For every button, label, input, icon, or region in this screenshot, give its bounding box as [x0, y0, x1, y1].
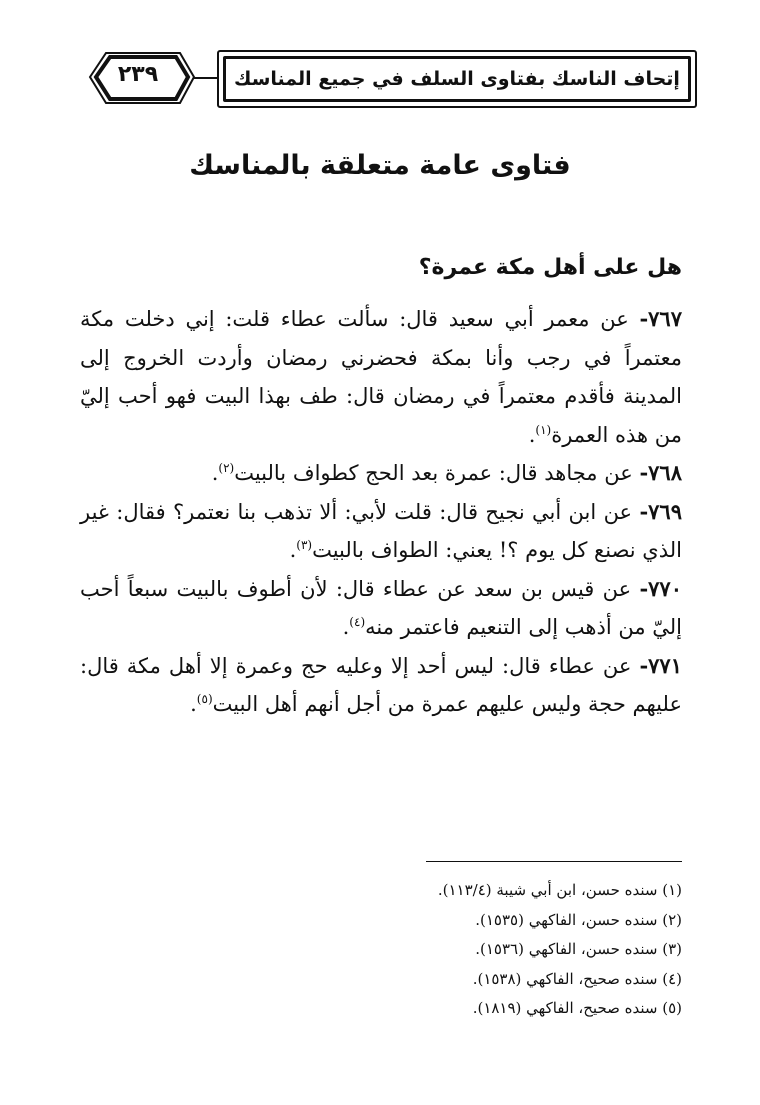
- entry-text: عن معمر أبي سعيد قال: سألت عطاء قلت: إني دخلت مكة معتمراً في رجب وأنا بمكة فحضرني رمضان وأردت الخروج إلى المدينة فأقدم معتمراً في رمضان قال: طف بهذا البيت فهو أحب إليّ من هذه العمرة: [80, 307, 682, 447]
- fatwa-entry: ٧٦٩- عن ابن أبي نجيح قال: قلت لأبي: ألا تذهب بنا نعتمر؟ فقال: غير الذي نصنع كل يوم ؟! يعني: الطواف بالبيت$^{(٣)}$.: [80, 498, 682, 562]
- page-number: ٢٣٩: [117, 62, 159, 87]
- fatwa-entry: ٧٦٨- عن مجاهد قال: عمرة بعد الحج كطواف بالبيت$^{(٢)}$.: [211, 460, 682, 485]
- footnote-ref: (٣): [296, 538, 313, 552]
- footnote: (٣) سنده حسن، الفاكهي (١٥٣٦).: [475, 940, 682, 958]
- footnote-ref: (١): [535, 422, 552, 437]
- section-title: فتاوى عامة متعلقة بالمناسك: [189, 150, 571, 181]
- footnote: (٢) سنده حسن، الفاكهي (١٥٣٥).: [475, 910, 682, 929]
- footnote-divider: [426, 861, 682, 862]
- book-title: إتحاف الناسك بفتاوى السلف في جميع المناسك: [234, 68, 680, 90]
- footnote: (١) سنده حسن، ابن أبي شيبة (١١٣/٤).: [437, 881, 682, 899]
- footnote-ref: (٢): [218, 461, 235, 475]
- entry-number: ٧٦٧-: [639, 306, 682, 331]
- page-header: [70, 46, 698, 110]
- entry-text: عن مجاهد قال: عمرة بعد الحج كطواف بالبيت: [234, 461, 640, 485]
- fatwa-list: [80, 300, 682, 724]
- header-connector-line: [193, 77, 219, 79]
- footnote: (٥) سنده صحيح، الفاكهي (١٨١٩).: [472, 999, 682, 1017]
- question-heading: هل على أهل مكة عمرة؟: [418, 255, 682, 280]
- entry-number: ٧٧٠-: [639, 575, 682, 601]
- footnote-ref: (٤): [349, 615, 366, 629]
- footnote-ref: (٥): [196, 692, 213, 706]
- footnotes: [300, 876, 682, 1024]
- entry-number: ٧٦٩-: [639, 498, 682, 524]
- entry-number: ٧٦٨-: [639, 460, 682, 485]
- fatwa-entry: ٧٧١- عن عطاء قال: ليس أحد إلا وعليه حج وعمرة إلا أهل مكة قال: عليهم حجة وليس عليهم عمرة من أجل أنهم أهل البيت$^{(٥)}$.: [80, 652, 682, 716]
- entry-text: عن قيس بن سعد عن عطاء قال: لأن أطوف بالبيت سبعاً أحب إليّ من أذهب إلى التنعيم فاعتمر منه: [80, 576, 682, 639]
- footnote: (٤) سنده صحيح، الفاكهي (١٥٣٨).: [472, 969, 682, 988]
- entry-number: ٧٧١-: [639, 652, 682, 678]
- entry-text: عن عطاء قال: ليس أحد إلا وعليه حج وعمرة إلا أهل مكة قال: عليهم حجة وليس عليهم عمرة من أجل أنهم أهل البيت: [80, 653, 682, 716]
- book-title-frame: [217, 50, 697, 108]
- entry-text: عن ابن أبي نجيح قال: قلت لأبي: ألا تذهب بنا نعتمر؟ فقال: غير الذي نصنع كل يوم ؟! يعني: الطواف بالبيت: [80, 499, 682, 562]
- fatwa-entry: ٧٧٠- عن قيس بن سعد عن عطاء قال: لأن أطوف بالبيت سبعاً أحب إليّ من أذهب إلى التنعيم فاعتمر منه$^{(٤)}$.: [80, 575, 682, 639]
- fatwa-entry: ٧٦٧- عن معمر أبي سعيد قال: سألت عطاء قلت: إني دخلت مكة معتمراً في رجب وأنا بمكة فحضرني رمضان وأردت الخروج إلى المدينة فأقدم معتمراً في رمضان قال: طف بهذا البيت فهو أحب إليّ من هذه العمرة$^{(١)}$.: [80, 306, 682, 447]
